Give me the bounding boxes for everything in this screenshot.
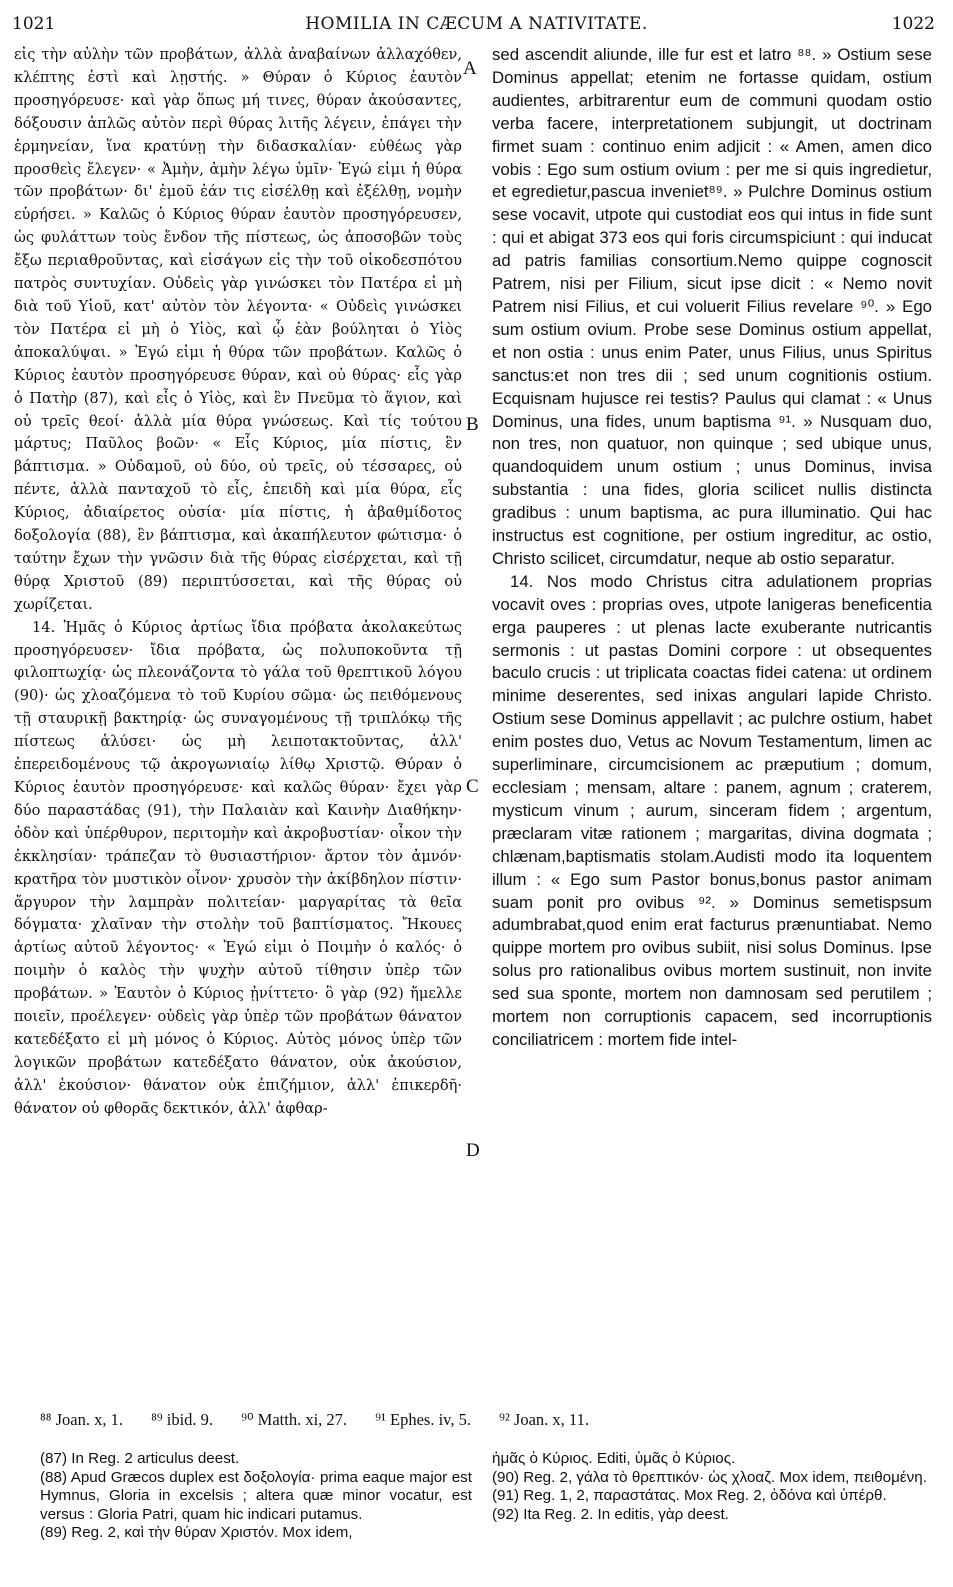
note-92: (92) Ita Reg. 2. In editis, γὰρ deest. (492, 1505, 729, 1523)
latin-column (492, 44, 932, 1052)
page-number-right: 1022 (891, 14, 935, 34)
note-91: (91) Reg. 1, 2, παραστάτας. Mox Reg. 2, ὀδόνα καὶ ὑπέρθ. (492, 1487, 887, 1504)
margin-letter-c: C (466, 776, 479, 797)
note-88: (88) Apud Græcos duplex est δοξολογία· prima eaque major est Hymnus, Gloria in excelsis ; altera quæ minor vocatur, est versus : Gloria Patri, quam hic indicari putamus. (40, 1468, 472, 1523)
page-header (0, 14, 953, 38)
scripture-ref: ⁹¹ Ephes. iv, 5. (375, 1410, 471, 1429)
greek-paragraph-2: 14. Ἡμᾶς ὁ Κύριος ἀρτίως ἴδια πρόβατα ἀκολακεύτως προσηγόρευσεν· ἴδια πρόβατα, ὡς πολυποκοῦντα τῇ φιλοπτωχίᾳ· ὡς πλεονάζοντα τὸ γάλα τοῦ θρεπτικοῦ λόγου (90)· ὡς χλοαζόμενα τὸ τοῦ Κυρίου σῶμα· ὡς πειθόμενους τῇ σταυρικῇ βακτηρίᾳ· ὡς συναγομένους τῇ τριπλόκῳ τῆς πίστεως ἁλύσει· ὡς μὴ λειποτακτοῦντας, ἀλλ' ἐπερειδομένους τῷ ἀκρογωνιαίῳ λίθῳ Χριστῷ. Θύραν ὁ Κύριος ἑαυτὸν προσηγόρευσε· καὶ καλῶς θύραν· ἔχει γὰρ δύο παραστάδας (91), τὴν Παλαιὰν καὶ Καινὴν Διαθήκην· ὀδὸν καὶ ὑπέρθυρον, περιτομὴν καὶ ἀκροβυστίαν· οἶκον τὴν ἐκκλησίαν· τράπεζαν τὸ θυσιαστήριον· ἄρτον τὸν ἀμνόν· κρατῆρα τὸν μυστικὸν οἶνον· χρυσὸν τὴν ἀκίβδηλον πίστιν· ἄργυρον τὴν λαμπρὰν πολιτείαν· μαργαρίτας τὰ θεῖα δόγματα· χλαῖναν τὴν στολὴν τοῦ βαπτίσματος. Ἤκουες ἀρτίως αὐτοῦ λέγοντος· « Ἐγώ εἰμι ὁ Ποιμὴν ὁ καλός· ὁ ποιμὴν ὁ καλὸς τὴν ψυχὴν αὐτοῦ τίθησιν ὑπὲρ τῶν προβάτων. » Ἑαυτὸν ὁ Κύριος ᾐνίττετο· ὃ γὰρ (92) ἤμελλε ποιεῖν, προέλεγεν· οὐδεὶς γὰρ ὑπὲρ τῶν προβάτων θάνατον κατεδέξατο εἰ μὴ μόνος ὁ Κύριος. Αὐτὸς μόνος ὑπὲρ τῶν λογικῶν προβάτων κατεδέξατο θάνατον, οὐκ ἀκούσιον, ἀλλ' ἑκούσιον· θάνατον οὐκ ἐπιζήμιον, ἀλλ' ἐπικερδῆ· θάνατον οὐ φθορᾶς δεκτικόν, ἀλλ' ἀφθαρ- (14, 618, 462, 1117)
latin-paragraph-2: 14. Nos modo Christus citra adulationem proprias vocavit oves : proprias oves, utpote lanigeras beneficentia erga pauperes : ut plenas lacte exuberante nutricantis sermonis : ut pastas Domini corpore : ut obsequentes baculo crucis : ut triplicata coactas fidei catena: ut ordinem minime deserentes, sed inixas angulari lapide Christo. Ostium sese Dominus appellavit ; ac pulchre ostium, habet enim postes duo, Vetus ac Novum Testamentum, limen ac superliminare, circumcisionem ac præputium ; domum, ecclesiam ; mensam, altare : panem, agnum ; craterem, mysticum vinum ; aurum, sinceram fidem ; argentum, præclaram vitæ rationem ; margaritas, divina dogmata ; chlænam,baptismatis stolam.Audisti modo ita loquentem illum : « Ego sum Pastor bonus,bonus pastor animam suam ponit pro ovibus ⁹². » Dominus semetispsum adumbrabat,quod enim erat facturus prænuntiabat. Nemo quippe mortem pro ovibus subiit, nisi solus Dominus. Ipse solus pro rationalibus ovibus mortem sustinuit, non invite sed sua sponte, mortem non damnosam sed perutilem ; mortem non corruptionis capacem, sed incorruptionis conciliatricem : mortem fide intel- (492, 571, 932, 1049)
scripture-ref: ⁹⁰ Matth. xi, 27. (241, 1410, 348, 1429)
scripture-ref: ⁹² Joan. x, 11. (499, 1410, 589, 1429)
note-89-continued: ἡμᾶς ὁ Κύριος. Editi, ὑμᾶς ὁ Κύριος. (492, 1450, 736, 1467)
greek-column (14, 44, 462, 1121)
margin-letter-b: B (466, 414, 479, 435)
note-87: (87) In Reg. 2 articulus deest. (40, 1450, 240, 1467)
scripture-references (40, 1410, 940, 1430)
note-89: (89) Reg. 2, καὶ τὴν θύραν Χριστόν. Mox idem, (40, 1524, 353, 1541)
notes-left-column (40, 1450, 472, 1543)
notes-right-column (492, 1450, 932, 1524)
latin-paragraph-1: sed ascendit aliunde, ille fur est et latro ⁸⁸. » Ostium sese Dominus appellat; etenim ne fortasse quidam, ostium audientes, arbitrarentur eum de communi quodam ostio verba facere, interpretationem subjungit, ut doctrinam firmet suam : continuo enim adjicit : « Amen, amen dico vobis : Ego sum ostium ovium : per me si quis ingredietur, et egredietur,pascua inveniet⁸⁹. » Pulchre Dominus ostium sese vocavit, utpote qui custodiat eos qui intus in fide sunt : qui et abigat 373 eos qui foris circumspiciunt : qui inducat ad patris familias consortium.Nemo quippe cognoscit Patrem, nisi per Filium, sicut ipse dicit : « Nemo novit Patrem nisi Filius, et cui voluerit Filius revelare ⁹⁰. » Ego sum ostium ovium. Probe sese Dominus ostium appellat, et non ostia : unus enim Pater, unus Filius, unus Spiritus sanctus:et non tres dii ; sed unum cognitionis ostium. Ecquisnam hujusce rei testis? Paulus qui clamat : « Unus Dominus, una fides, unum baptisma ⁹¹. » Nusquam duo, non tres, non quatuor, non quinque ; sed ubique unus, quandoquidem unum ostium ; unus Dominus, invisa substantia : una fides, gloria scilicet nullis distincta gradibus : unum baptisma, ac pura illuminatio. Qui hac instructus est cognitione, per ostium ingreditur, ac ostio, Christo scilicet, circumdatur, neque ab ostio separatur. (492, 45, 932, 568)
margin-letter-d: D (466, 1140, 480, 1161)
margin-letter-a: A (463, 58, 477, 79)
greek-paragraph-1: εἰς τὴν αὐλὴν τῶν προβάτων, ἀλλὰ ἀναβαίνων ἀλλαχόθεν, κλέπτης ἐστὶ καὶ λῃστής. » Θύραν ὁ Κύριος ἑαυτὸν προσηγόρευσε· καὶ γὰρ ὅπως μή τινες, θύραν ἀκούσαντες, δόξουσιν ἁπλῶς αὐτὸν περὶ θύρας λιτῆς λέγειν, ἐπάγει τὴν ἑρμηνείαν, ἵνα κρατύνῃ τὴν διδασκαλίαν· εὐθέως γὰρ προσθεὶς ἔλεγεν· « Ἀμὴν, ἀμὴν λέγω ὑμῖν· Ἐγώ εἰμι ἡ θύρα τῶν προβάτων· δι' ἐμοῦ ἐάν τις εἰσέλθῃ καὶ ἐξέλθῃ, νομὴν εὑρήσει. » Καλῶς ὁ Κύριος θύραν ἑαυτὸν προσηγόρευσεν, ὡς φυλάττων τοὺς ἔνδον τῆς πίστεως, ὡς ἀποσοβῶν τοὺς ἔξω περιαθροῦντας, καὶ εἰσάγων εἰς τὴν τοῦ οἰκοδεσπότου πατρὸς συντυχίαν. Οὐδεὶς γὰρ γινώσκει τὸν Πατέρα εἰ μὴ διὰ τοῦ Υἱοῦ, κατ' αὐτὸν τὸν λέγοντα· « Οὐδεὶς γινώσκει τὸν Πατέρα εἰ μὴ ὁ Υἱὸς, καὶ ᾧ ἐὰν βούληται ὁ Υἱὸς ἀποκαλύψαι. » Ἐγώ εἰμι ἡ θύρα τῶν προβάτων. Καλῶς ὁ Κύριος ἑαυτὸν προσηγόρευσε θύραν, καὶ οὐ θύρας· εἷς γὰρ ὁ Πατὴρ (87), καὶ εἷς ὁ Υἱὸς, καὶ ἓν Πνεῦμα τὸ ἅγιον, καὶ οὐ τρεῖς θεοί· ἀλλὰ μία θύρα γνώσεως. Καὶ τίς τούτου μάρτυς; Παῦλος βοῶν· « Εἷς Κύριος, μία πίστις, ἓν βάπτισμα. » Οὐδαμοῦ, οὐ δύο, οὐ τρεῖς, οὐ τέσσαρες, οὐ πέντε, ἀλλὰ πανταχοῦ τὸ εἷς, ἐπειδὴ καὶ μία θύρα, εἷς Κύριος, ἀδιαίρετος οὐσία· μία πίστις, ἡ ἀβαθμίδοτος δοξολογία (88), ἓν βάπτισμα, καὶ ἀκαπήλευτον φώτισμα· ὁ ταύτην ἔχων τὴν γνῶσιν διὰ τῆς θύρας εἰσέρχεται, καὶ τῇ θύρᾳ Χριστοῦ (89) περιπτύσσεται, καὶ τῆς θύρας οὐ χωρίζεται. (14, 46, 462, 613)
scripture-ref: ⁸⁸ Joan. x, 1. (40, 1410, 123, 1429)
running-title: HOMILIA IN CÆCUM A NATIVITATE. (305, 14, 648, 34)
page-number-left: 1021 (12, 14, 56, 34)
scripture-ref: ⁸⁹ ibid. 9. (151, 1410, 214, 1429)
note-90: (90) Reg. 2, γάλα τὸ θρεπτικόν· ὡς χλοαζ. Mox idem, πειθομένη. (492, 1468, 927, 1486)
